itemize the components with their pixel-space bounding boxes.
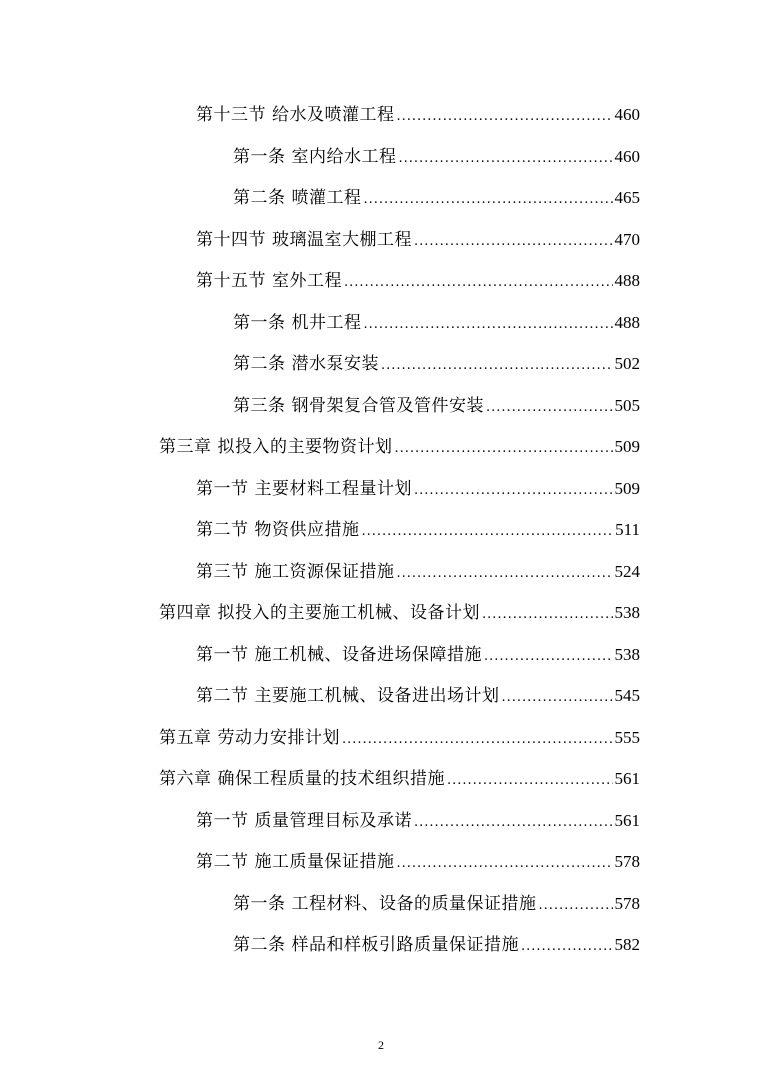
toc-entry-title: 拟投入的主要物资计划 <box>217 437 393 458</box>
toc-entry-number: 第一节 <box>196 644 249 665</box>
toc-entry[interactable] <box>0 632 762 674</box>
toc-entry-page: 505 <box>614 395 640 415</box>
dot-leader <box>344 275 613 290</box>
toc-entry-number: 第二节 <box>196 852 249 873</box>
toc-entry-title: 质量管理目标及承诺 <box>254 810 412 831</box>
dot-leader <box>414 234 613 249</box>
toc-entry[interactable] <box>0 134 762 176</box>
toc-entry[interactable] <box>0 549 762 591</box>
toc-entry-number: 第一节 <box>196 478 249 499</box>
dot-leader <box>521 939 613 954</box>
toc-entry-page: 545 <box>614 686 640 706</box>
toc-entry-page: 488 <box>614 271 640 291</box>
toc-entry[interactable] <box>0 383 762 425</box>
toc-entry-number: 第二节 <box>196 520 249 541</box>
dot-leader <box>397 566 613 581</box>
toc-entry[interactable] <box>0 507 762 549</box>
toc-entry-title: 玻璃温室大棚工程 <box>272 229 412 250</box>
dot-leader <box>502 690 613 705</box>
dot-leader <box>539 898 613 913</box>
toc-entry-title: 钢骨架复合管及管件安装 <box>291 395 484 416</box>
toc-entry-page: 460 <box>614 146 640 166</box>
dot-leader <box>362 524 614 539</box>
toc-entry-number: 第一条 <box>233 893 286 914</box>
toc-entry-title: 机井工程 <box>291 312 362 333</box>
toc-entry-page: 465 <box>614 188 640 208</box>
toc-entry-number: 第一节 <box>196 810 249 831</box>
toc-entry-number: 第五章 <box>159 727 212 748</box>
toc-entry[interactable] <box>0 341 762 383</box>
dot-leader <box>381 358 613 373</box>
dot-leader <box>397 856 613 871</box>
toc-entry[interactable] <box>0 673 762 715</box>
dot-leader <box>447 773 613 788</box>
toc-entry-title: 主要施工机械、设备进出场计划 <box>254 686 500 707</box>
toc-entry-page: 538 <box>614 603 640 623</box>
dot-leader <box>395 441 613 456</box>
toc-entry[interactable] <box>0 92 762 134</box>
toc-entry-number: 第三节 <box>196 561 249 582</box>
toc-entry[interactable] <box>0 258 762 300</box>
toc-entry-title: 施工资源保证措施 <box>254 561 395 582</box>
toc-entry-page: 578 <box>614 893 640 913</box>
toc-entry-page: 524 <box>614 561 640 581</box>
toc-entry-title: 物资供应措施 <box>254 520 360 541</box>
toc-entry-title: 给水及喷灌工程 <box>272 105 395 126</box>
dot-leader <box>414 815 613 830</box>
toc-entry-page: 502 <box>614 354 640 374</box>
dot-leader <box>399 151 613 166</box>
toc-entry-page: 561 <box>614 810 640 830</box>
toc-entry[interactable] <box>0 881 762 923</box>
toc-entry[interactable] <box>0 715 762 757</box>
toc-entry-page: 488 <box>614 312 640 332</box>
toc-entry-title: 工程材料、设备的质量保证措施 <box>291 893 537 914</box>
dot-leader <box>482 607 613 622</box>
toc-entry[interactable] <box>0 300 762 342</box>
toc-entry-page: 555 <box>614 727 640 747</box>
toc-entry-page: 470 <box>614 229 640 249</box>
toc-entry-number: 第三条 <box>233 395 286 416</box>
toc-entry-page: 509 <box>614 437 640 457</box>
toc-entry-title: 室外工程 <box>272 271 342 292</box>
toc-entry-number: 第十四节 <box>196 229 266 250</box>
toc-entry[interactable] <box>0 466 762 508</box>
toc-entry-number: 第一条 <box>233 312 286 333</box>
toc-entry-page: 509 <box>614 478 640 498</box>
toc-entry-title: 室内给水工程 <box>291 146 397 167</box>
toc-entry-title: 喷灌工程 <box>291 188 362 209</box>
dot-leader <box>486 400 613 415</box>
toc-entry-number: 第二节 <box>196 686 249 707</box>
toc-entry-title: 劳动力安排计划 <box>217 727 340 748</box>
dot-leader <box>364 317 613 332</box>
toc-entry[interactable] <box>0 839 762 881</box>
dot-leader <box>414 483 613 498</box>
page-number: 2 <box>378 1038 384 1052</box>
dot-leader <box>364 192 613 207</box>
toc-entry-page: 460 <box>614 105 640 125</box>
toc-entry-title: 确保工程质量的技术组织措施 <box>217 769 445 790</box>
toc-entry[interactable] <box>0 590 762 632</box>
toc-entry[interactable] <box>0 922 762 964</box>
toc-entry-title: 施工机械、设备进场保障措施 <box>254 644 482 665</box>
toc-entry-title: 拟投入的主要施工机械、设备计划 <box>217 603 480 624</box>
toc-entry-number: 第一条 <box>233 146 286 167</box>
toc-entry-title: 主要材料工程量计划 <box>254 478 412 499</box>
toc-entry[interactable] <box>0 798 762 840</box>
toc-entry-page: 582 <box>614 935 640 955</box>
toc-entry-number: 第十五节 <box>196 271 266 292</box>
toc-entry-page: 578 <box>614 852 640 872</box>
toc-entry-number: 第二条 <box>233 354 286 375</box>
toc-entry-page: 511 <box>615 520 640 540</box>
toc-entry-page: 561 <box>614 769 640 789</box>
toc-entry-title: 施工质量保证措施 <box>254 852 395 873</box>
toc-entry-number: 第十三节 <box>196 105 266 126</box>
toc-entry-number: 第二条 <box>233 935 286 956</box>
toc-entry[interactable] <box>0 756 762 798</box>
toc-entry-title: 潜水泵安装 <box>291 354 379 375</box>
toc-entry[interactable] <box>0 175 762 217</box>
toc-entry-title: 样品和样板引路质量保证措施 <box>291 935 519 956</box>
dot-leader <box>484 649 613 664</box>
toc-entry-number: 第三章 <box>159 437 212 458</box>
table-of-contents <box>0 92 762 964</box>
dot-leader <box>342 732 613 747</box>
dot-leader <box>397 109 613 124</box>
toc-entry[interactable] <box>0 424 762 466</box>
toc-entry-page: 538 <box>614 644 640 664</box>
toc-entry-number: 第四章 <box>159 603 212 624</box>
toc-entry-number: 第六章 <box>159 769 212 790</box>
toc-entry-number: 第二条 <box>233 188 286 209</box>
toc-entry[interactable] <box>0 217 762 259</box>
